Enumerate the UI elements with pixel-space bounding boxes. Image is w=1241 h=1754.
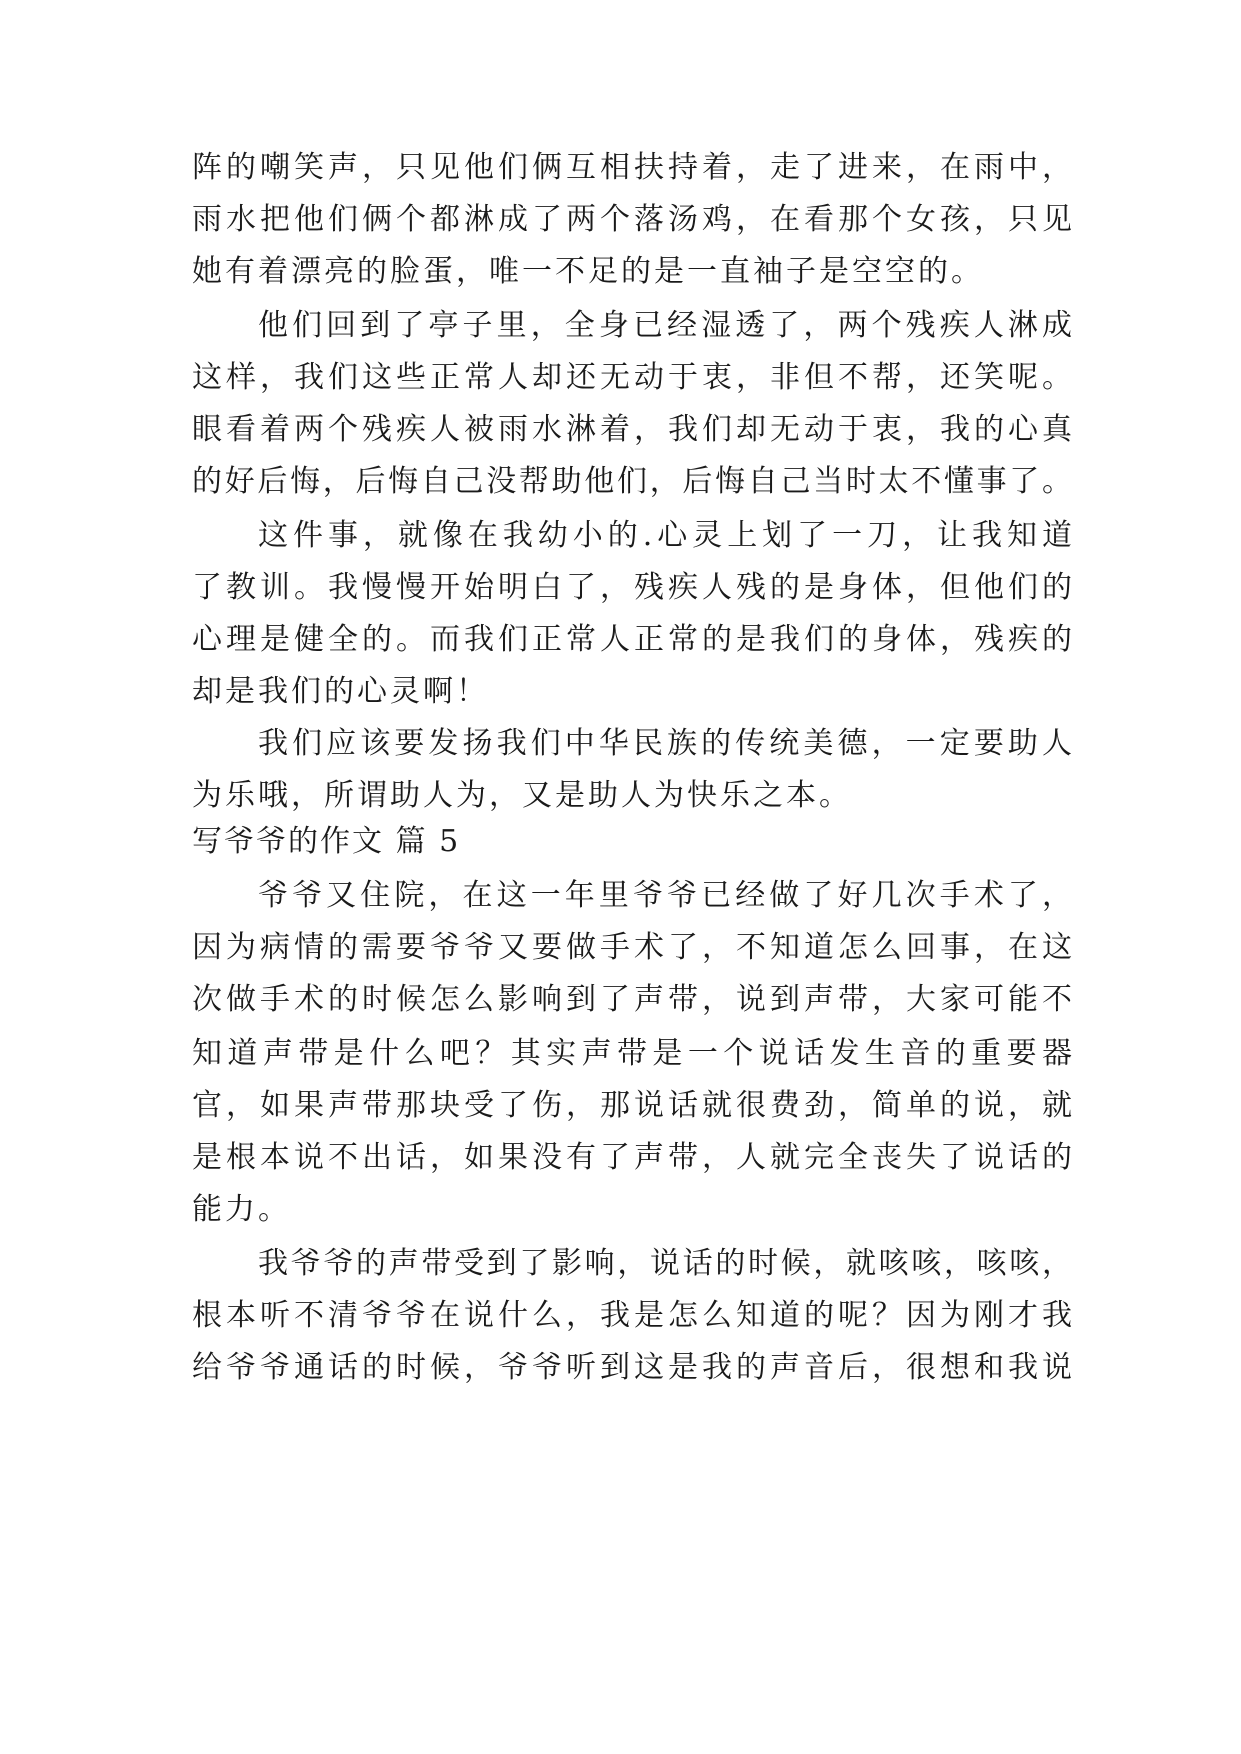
text-line: 她有着漂亮的脸蛋，唯一不足的是一直袖子是空空的。 xyxy=(192,254,984,289)
text-line: 因为病情的需要爷爷又要做手术了，不知道怎么回事，在这 xyxy=(192,930,1072,965)
text-line: 他们回到了亭子里，全身已经湿透了，两个残疾人淋成 xyxy=(258,308,1072,343)
text-line: 给爷爷通话的时候，爷爷听到这是我的声音后，很想和我说 xyxy=(192,1350,1072,1385)
text-line: 知道声带是什么吧？其实声带是一个说话发生音的重要器 xyxy=(192,1036,1072,1071)
text-line: 眼看着两个残疾人被雨水淋着，我们却无动于衷，我的心真 xyxy=(192,412,1072,447)
text-line: 了教训。我慢慢开始明白了，残疾人残的是身体，但他们的 xyxy=(192,570,1072,605)
text-line: 雨水把他们俩个都淋成了两个落汤鸡，在看那个女孩，只见 xyxy=(192,202,1072,237)
text-line: 我爷爷的声带受到了影响，说话的时候，就咳咳，咳咳， xyxy=(258,1246,1072,1281)
text-line: 心理是健全的。而我们正常人正常的是我们的身体，残疾的 xyxy=(192,622,1072,657)
text-line: 我们应该要发扬我们中华民族的传统美德，一定要助人 xyxy=(258,726,1072,761)
text-line: 根本听不清爷爷在说什么，我是怎么知道的呢？因为刚才我 xyxy=(192,1298,1072,1333)
text-line: 次做手术的时候怎么影响到了声带，说到声带，大家可能不 xyxy=(192,982,1072,1017)
text-line: 为乐哦，所谓助人为，又是助人为快乐之本。 xyxy=(192,778,852,813)
section-heading: 写爷爷的作文 篇 5 xyxy=(192,824,461,859)
text-line: 是根本说不出话，如果没有了声带，人就完全丧失了说话的 xyxy=(192,1140,1072,1175)
text-line: 的好后悔，后悔自己没帮助他们，后悔自己当时太不懂事了。 xyxy=(192,464,1072,499)
text-line: 却是我们的心灵啊！ xyxy=(192,674,489,709)
text-line: 爷爷又住院，在这一年里爷爷已经做了好几次手术了， xyxy=(258,878,1072,913)
text-line: 能力。 xyxy=(192,1192,291,1227)
text-line: 这样，我们这些正常人却还无动于衷，非但不帮，还笑呢。 xyxy=(192,360,1072,395)
text-line: 阵的嘲笑声，只见他们俩互相扶持着，走了进来，在雨中， xyxy=(192,150,1072,185)
text-line: 官，如果声带那块受了伤，那说话就很费劲，简单的说，就 xyxy=(192,1088,1072,1123)
text-line: 这件事，就像在我幼小的.心灵上划了一刀，让我知道 xyxy=(258,518,1072,553)
